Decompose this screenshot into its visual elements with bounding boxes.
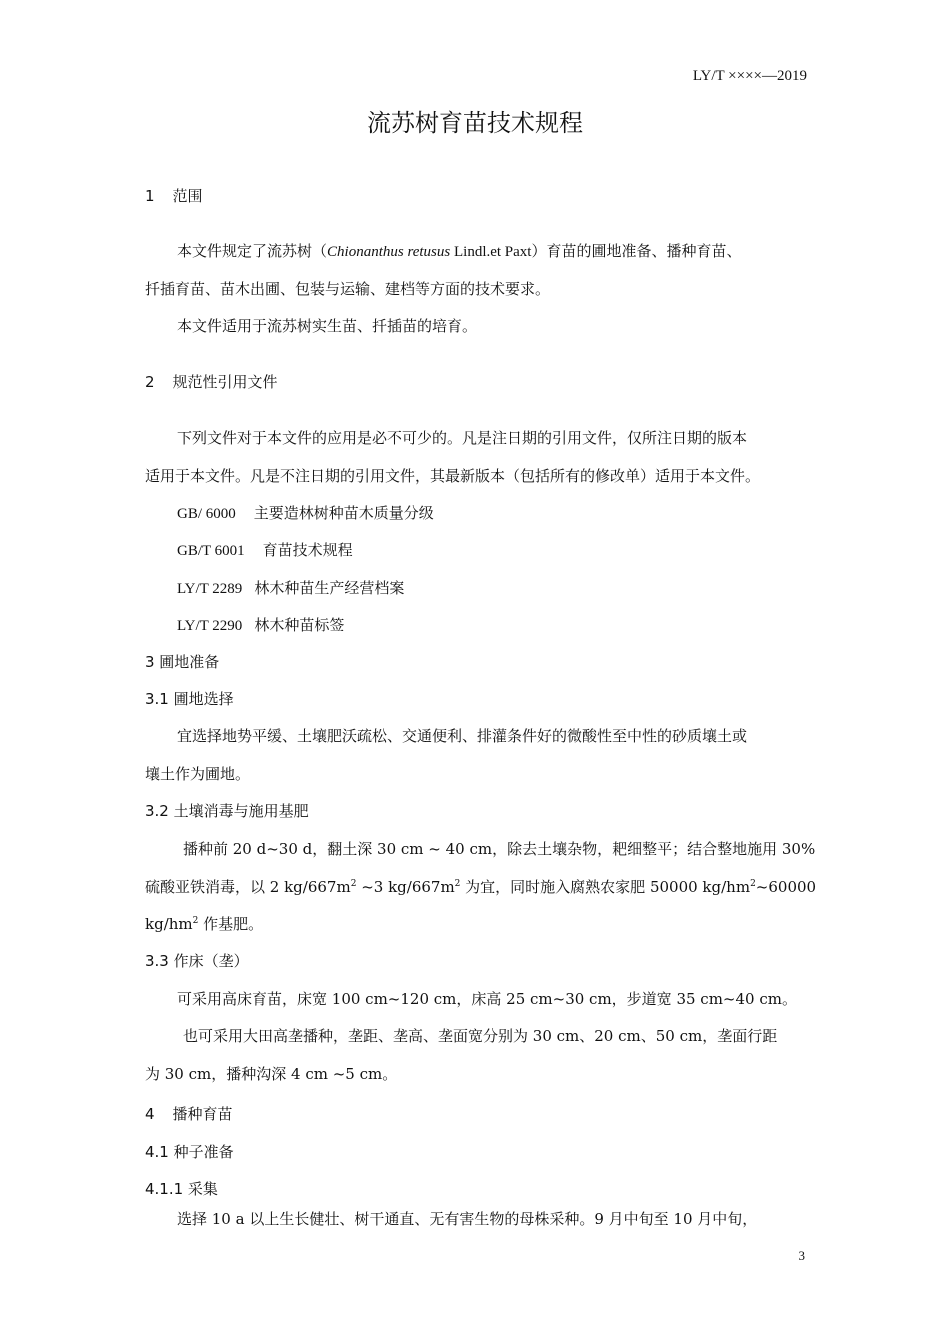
subsection-4-1-1-heading: 4.1.1 采集: [145, 1180, 218, 1198]
latin-name: Chionanthus retusus: [327, 244, 451, 260]
paragraph: 可采用高床育苗，床宽 100 cm~120 cm，床高 25 cm~30 cm，步道宽 35 cm~40 cm。: [177, 990, 797, 1008]
section-title: 规范性引用文件: [172, 373, 278, 391]
paragraph: 播种前 20 d~30 d，翻土深 30 cm ~ 40 cm，除去土壤杂物，耙细整平；结合整地施用 30%: [183, 840, 816, 858]
paragraph: 也可采用大田高垄播种，垄距、垄高、垄面宽分别为 30 cm、20 cm、50 cm，垄面行距: [183, 1027, 778, 1045]
paragraph: 宜选择地势平缓、土壤肥沃疏松、交通便利、排灌条件好的微酸性至中性的砂质壤土或: [177, 727, 748, 745]
paragraph: 扦插育苗、苗木出圃、包装与运输、建档等方面的技术要求。: [145, 280, 551, 298]
section-title: 播种育苗: [172, 1105, 233, 1123]
reference-name: 主要造林树种苗木质量分级: [253, 504, 434, 522]
section-4-heading: [145, 1103, 233, 1124]
reference-item: [177, 614, 344, 635]
reference-item: [177, 502, 434, 523]
paragraph: 选择 10 a 以上生长健壮、树干通直、无有害生物的母株采种。9 月中旬至 10 月中旬，: [177, 1210, 758, 1228]
section-number: 2: [145, 373, 155, 391]
paragraph: 壤土作为圃地。: [145, 765, 251, 783]
text: kg/hm: [145, 915, 193, 933]
reference-code: GB/T 6001: [177, 543, 245, 559]
subsection-4-1-heading: 4.1 种子准备: [145, 1143, 234, 1161]
text: 为宜，同时施入腐熟农家肥 50000 kg/hm: [460, 878, 751, 896]
paragraph: 下列文件对于本文件的应用是必不可少的。凡是注日期的引用文件，仅所注日期的版本: [177, 429, 748, 447]
section-number: 4: [145, 1105, 155, 1123]
paragraph: 为 30 cm，播种沟深 4 cm ~5 cm。: [145, 1065, 398, 1083]
superscript: 2: [454, 879, 461, 889]
reference-code: LY/T 2290: [177, 618, 243, 634]
paragraph: 本文件适用于流苏树实生苗、扦插苗的培育。: [177, 317, 478, 335]
paragraph: [177, 240, 741, 261]
document-title: 流苏树育苗技术规程: [367, 109, 583, 137]
text: 硫酸亚铁消毒，以 2 kg/667m: [145, 878, 351, 896]
subsection-3-1-heading: 3.1 圃地选择: [145, 690, 234, 708]
subsection-3-3-heading: 3.3 作床（垄）: [145, 952, 249, 970]
reference-item: [177, 577, 404, 598]
reference-code: LY/T 2289: [177, 581, 243, 597]
text: ~60000: [755, 878, 817, 896]
reference-name: 林木种苗标签: [254, 616, 345, 634]
text: 作基肥。: [198, 915, 264, 933]
section-2-heading: [145, 371, 278, 392]
standard-code: LY/T ××××—2019: [692, 68, 807, 84]
superscript: 2: [350, 879, 357, 889]
page-number: 3: [798, 1248, 805, 1263]
reference-item: [177, 539, 353, 560]
section-number: 1: [145, 187, 155, 205]
subsection-3-2-heading: 3.2 土壤消毒与施用基肥: [145, 802, 309, 820]
section-1-heading: [145, 185, 203, 206]
paragraph: 适用于本文件。凡是不注日期的引用文件，其最新版本（包括所有的修改单）适用于本文件。: [145, 467, 761, 485]
paragraph: [145, 876, 816, 897]
superscript: 2: [750, 879, 756, 889]
superscript: 2: [192, 916, 199, 926]
text: ~3 kg/667m: [356, 878, 455, 896]
paragraph: [145, 913, 263, 934]
reference-name: 育苗技术规程: [262, 541, 353, 559]
text: Lindl.et Paxt）育苗的圃地准备、播种育苗、: [450, 244, 742, 260]
section-title: 范围: [172, 187, 203, 205]
text: 本文件规定了流苏树（: [177, 242, 328, 260]
section-3-heading: 3 圃地准备: [145, 653, 220, 671]
reference-code: GB/ 6000: [177, 506, 236, 522]
reference-name: 林木种苗生产经营档案: [254, 579, 405, 597]
